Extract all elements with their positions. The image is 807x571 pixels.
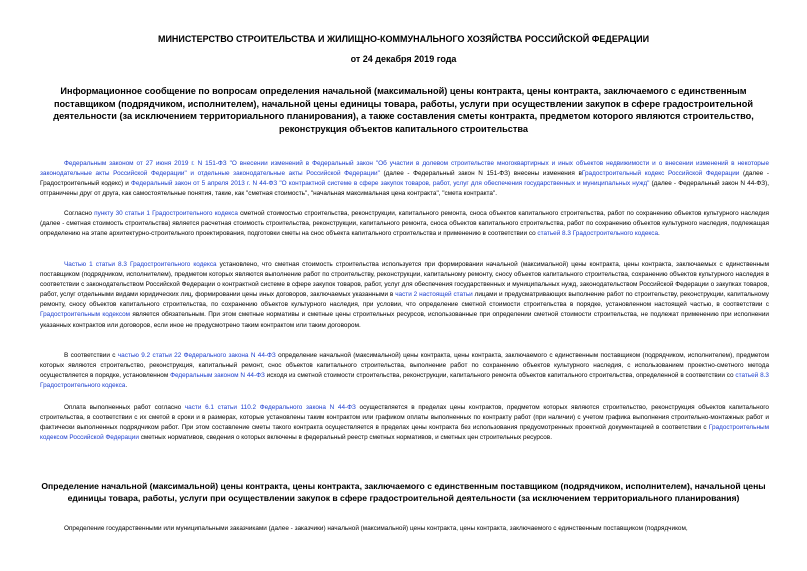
paragraph-text: (далее - Федеральный закон N 151-ФЗ) внесены изменения в (379, 170, 582, 178)
link-grad-code-2[interactable]: Градостроительным кодексом (40, 311, 131, 319)
link-federal-law-151[interactable]: Федеральным законом от 27 июня 2019 г. N 151-ФЗ "О внесении изменений в Федеральный закон "Об участии в долевом строительстве многоквартирных и иных объектов недвижимости и о внесении изменений в некоторые законодательные акты Российской Федерации" и отдельные законодательные акты Российской Федерации" (40, 160, 769, 178)
link-art8-3[interactable]: статьей 8.3 Градостроительного кодекса (537, 230, 659, 238)
link-part2[interactable]: части 2 настоящей статьи (395, 291, 473, 299)
paragraph-text: исходя из сметной стоимости строительства, реконструкции, капитального ремонта объектов капитального строительства, определенной в соответствии со (264, 372, 736, 380)
link-art8-3-b[interactable]: статьей 8.3 Градостроительного кодекса (40, 372, 769, 390)
paragraph-5 (40, 403, 769, 443)
link-federal-law-44[interactable]: Федеральный закон от 5 апреля 2013 г. N 44-ФЗ "О контрактной системе в сфере закупок товаров, работ, услуг для обеспечения государственных и муниципальных нужд" (131, 180, 650, 188)
paragraph-text: (далее - Федеральный закон N 44-ФЗ), отграничены друг от друга, как самостоятельные понятия, такие, как "сметная стоимость", "начальная максимальная цена контракта", "смета контракта". (40, 180, 769, 198)
paragraph-4 (40, 351, 769, 391)
paragraph-6 (40, 524, 769, 534)
paragraph-text: является обязательным. При этом сметные нормативы и сметные цены строительных ресурсов, использованные при определении сметной стоимости строительства, не подлежат применению при исполнении указанных контрактов или договоров, если иное не предусмотрено таким контрактом или таким договором. (40, 311, 769, 329)
paragraph-text: В соответствии с (64, 352, 118, 359)
link-art110-2[interactable]: части 6.1 статьи 110.2 Федерального закона N 44-ФЗ (184, 404, 356, 411)
paragraph-text: . (658, 230, 660, 238)
link-grad-code[interactable]: Градостроительный кодекс Российской Федерации (581, 170, 740, 178)
link-art1-p30[interactable]: пункту 30 статьи 1 Градостроительного кодекса (94, 210, 238, 217)
paragraph-text: сметных нормативов, сведения о которых включены в федеральный реестр сметных нормативов, и сметных цен строительных ресурсов. (138, 434, 552, 442)
paragraph-text: сметной стоимостью строительства, реконструкции, капитального ремонта, сноса объектов капитального строительства, работ по сохранению объектов культурного наследия (далее - сметная стоимость строительства) является расчетная стоимость строительства, реконструкции, капитального ремонта, сноса объектов капитального строительства, работ по сохранению объектов культурного наследия, подлежащая определению на этапе архитектурно-строительного проектирования, подготовки сметы на снос объекта капитального строительства и применению в соответствии со (40, 210, 769, 238)
paragraph-text: осуществляется в пределах цены контрактов, предметом которых являются строительство, реконструкция объектов капитального строительства, в соответствии с их сметой в сроки и в размерах, которые установлены таким контрактом или графиком оплаты выполненных по контракту работ (при наличии) с учетом графика выполнения строительно-монтажных работ и фактически выполненных подрядчиком работ. При этом составление сметы такого контракта осуществляется в пределах цены контракта без использования предусмотренных проектной документацией в соответствии с (40, 404, 769, 432)
paragraph-text: определение начальной (максимальной) цены контракта, цены контракта, заключаемого с единственным поставщиком (подрядчиком, исполнителем), предметом которых являются строительство, реконструкция, капитальный ремонт, снос объектов капитального строительства, выполнение работ по сохранению объектов культурного наследия, с использованием проектно-сметного метода осуществляется в порядке, установленном (40, 352, 770, 380)
paragraph-text: установлено, что сметная стоимость строительства используется при формировании начальной (максимальной) цены контракта, цены контракта, заключаемых с единственным поставщиком (подрядчиком, исполнителем), предметом которых являются выполнение работ по строительству, реконструкции, капитальному ремонту, сносу объектов капитального строительства, сохранению объектов культурного наследия в соответствии с законодательством Российской Федерации о контрактной системе в сфере закупок товаров, работ, услуг для обеспечения государственных и муниципальных нужд, законодательством Российской Федерации о закупках товаров, работ, услуг отдельными видами юридических лиц, формировании цены иных договоров, заключаемых указанными в (40, 261, 769, 299)
link-grad-code-rf[interactable]: Градостроительным кодексом Российской Федерации (40, 424, 769, 442)
ministry-heading: МИНИСТЕРСТВО СТРОИТЕЛЬСТВА И ЖИЛИЩНО-КОММУНАЛЬНОГО ХОЗЯЙСТВА РОССИЙСКОЙ ФЕДЕРАЦИИ (157, 34, 650, 44)
document-title: Информационное сообщение по вопросам определения начальной (максимальной) цены контракта, цены контракта, заключаемого с единственным поставщиком (подрядчиком, исполнителем), начальной цены единицы товара, работы, услуги при осуществлении закупок в сфере градостроительной деятельности (за исключением территориального планирования), а также составления сметы контракта, предметом которого являются строительство, реконструкция объектов капитального строительства (53, 86, 754, 134)
section-heading: Определение начальной (максимальной) цены контракта, цены контракта, заключаемого с единственным поставщиком (подрядчиком, исполнителем), начальной цены единицы товара, работы, услуги при осуществлении закупок в сфере градостроительной деятельности (за исключением территориального планирования) (41, 481, 766, 504)
link-art22-part9-2[interactable]: частью 9.2 статьи 22 Федерального закона N 44-ФЗ (117, 352, 276, 359)
paragraph-text: лицами и предусматривающих выполнение работ по строительству, реконструкции, капитальному ремонту, сносу объектов капитального строительства, по сохранению объектов культурного наследия, при условии, что определение сметной стоимости строительства в порядке, установленном настоящей частью, в соответствии с (40, 291, 769, 309)
link-art8-3-part1[interactable]: Частью 1 статьи 8.3 Градостроительного кодекса (64, 261, 217, 268)
paragraph-1 (40, 159, 769, 199)
link-federal-law-44-short[interactable]: Федеральным законом N 44-ФЗ (170, 372, 265, 380)
paragraph-text: (далее - Градостроительный кодекс) и (40, 170, 769, 188)
paragraph-text: Согласно (64, 210, 95, 217)
paragraph-3 (40, 260, 769, 331)
document-date: от 24 декабря 2019 года (350, 54, 457, 64)
paragraph-text: . (125, 382, 128, 390)
paragraph-text: Оплата выполненных работ согласно (64, 404, 185, 411)
paragraph-text: Определение государственными или муниципальными заказчиками (далее - заказчики) начальной (максимальной) цены контракта, цены контракта, заключаемого с единственным поставщиком (подрядчиком, (64, 525, 688, 532)
paragraph-2 (40, 209, 769, 239)
